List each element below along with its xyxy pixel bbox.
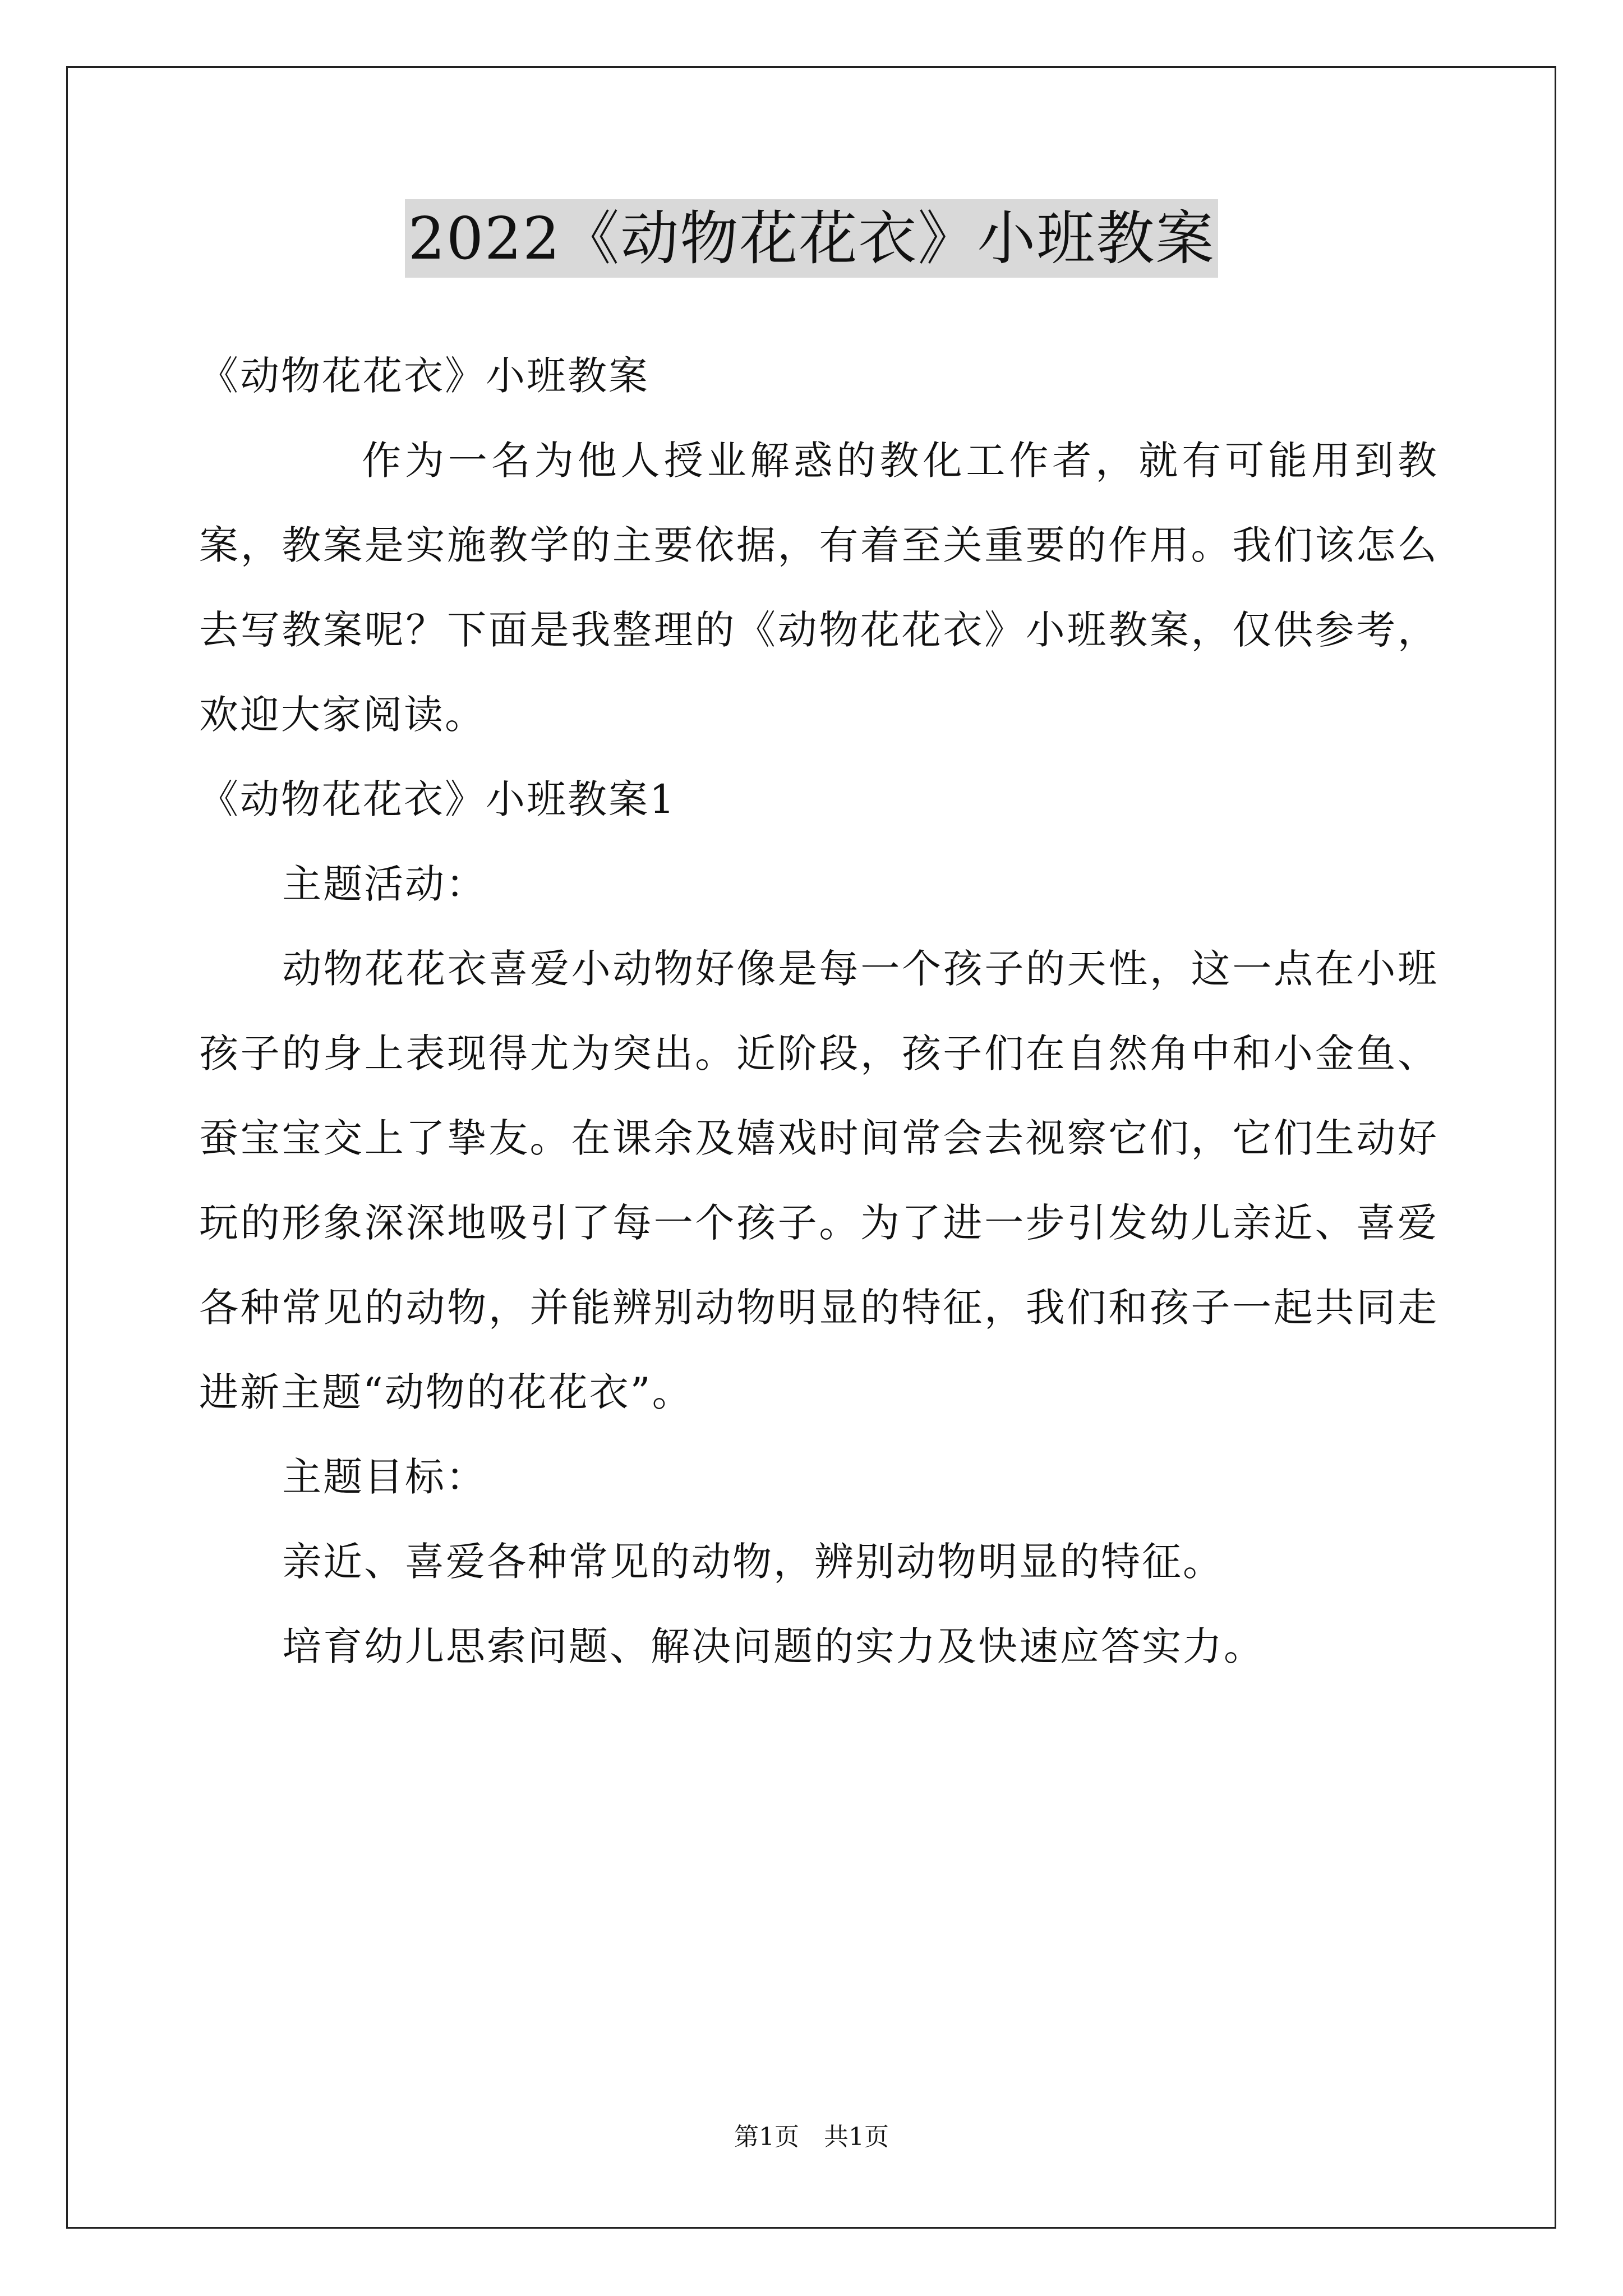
subtitle-paragraph: 《动物花花衣》小班教案	[199, 353, 649, 399]
page-footer	[0, 2120, 1623, 2154]
goal-item-2: 培育幼儿思索问题、解决问题的实力及快速应答实力。	[282, 1623, 1265, 1669]
theme-activity-label: 主题活动：	[282, 861, 487, 907]
document-body	[199, 334, 1438, 1689]
section-heading: 《动物花花衣》小班教案1	[199, 776, 676, 822]
intro-paragraph: 作为一名为他人授业解惑的教化工作者，就有可能用到教案，教案是实施教学的主要依据，有着至关重要的作用。我们该怎么去写教案呢？下面是我整理的《动物花花衣》小班教案，仅供参考，欢迎大家阅读。	[199, 438, 1438, 738]
theme-activity-paragraph: 动物花花衣喜爱小动物好像是每一个孩子的天性，这一点在小班孩子的身上表现得尤为突出。近阶段，孩子们在自然角中和小金鱼、蚕宝宝交上了挚友。在课余及嬉戏时间常会去视察它们，它们生动好玩的形象深深地吸引了每一个孩子。为了进一步引发幼儿亲近、喜爱各种常见的动物，并能辨别动物明显的特征，我们和孩子一起共同走进新主题“动物的花花衣”。	[199, 946, 1438, 1415]
document-title: 2022《动物花花衣》小班教案	[405, 199, 1219, 278]
title-container	[0, 199, 1623, 278]
goal-item-1: 亲近、喜爱各种常见的动物，辨别动物明显的特征。	[282, 1539, 1224, 1585]
theme-goal-label: 主题目标：	[282, 1454, 487, 1500]
page-number: 第1页 共1页	[734, 2123, 889, 2151]
